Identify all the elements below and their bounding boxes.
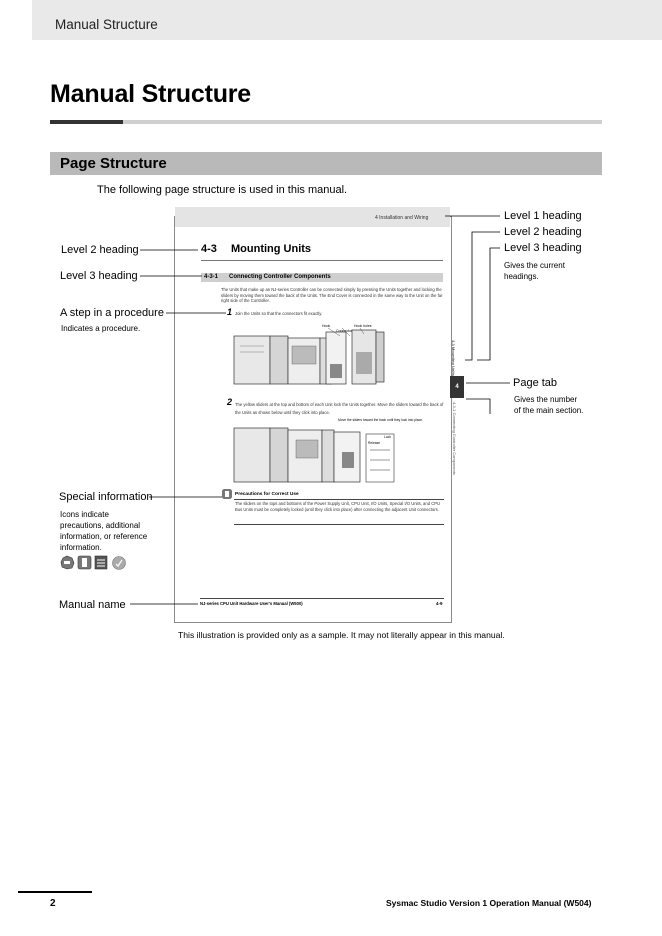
- sample-level3-number: 4-3-1: [204, 274, 219, 280]
- section-title: Page Structure: [60, 155, 167, 172]
- annotation-current-headings-desc-1: Gives the current: [504, 261, 565, 270]
- sample-precaution-rule-bottom: [234, 524, 444, 525]
- footer-rule: [18, 891, 92, 893]
- special-info-icons: [60, 555, 128, 570]
- sample-level2-rule: [201, 260, 443, 261]
- footer-page-number: 2: [50, 898, 56, 909]
- callout-connector: Connector: [336, 329, 353, 333]
- callout-hook-holes: Hook holes: [354, 324, 372, 328]
- callout-lock: Lock: [384, 435, 391, 439]
- illustration-caption: This illustration is provided only as a sample. It may not literally appear in this manual.: [178, 630, 505, 640]
- sample-step2-number: 2: [227, 397, 233, 407]
- annotation-special-info-desc-2: precautions, additional: [60, 521, 141, 530]
- footer-manual-title: Sysmac Studio Version 1 Operation Manual (W504): [386, 898, 592, 908]
- controller-illustration-1: [230, 322, 390, 388]
- header-title: Manual Structure: [55, 17, 158, 32]
- page-title: Manual Structure: [50, 80, 251, 108]
- annotation-special-info: Special information: [59, 491, 153, 503]
- sample-precaution-rule-top: [234, 499, 444, 500]
- annotation-step: A step in a procedure: [60, 307, 164, 319]
- annotation-manual-name: Manual name: [59, 599, 126, 611]
- annotation-step-desc: Indicates a procedure.: [61, 324, 141, 333]
- sample-precaution-text: The sliders on the tops and bottoms of the Power Supply Unit, CPU Unit, I/O Units, Special I/O Units, and CPU Bus Units must be completely locked (until they click into place) after connecting the adjacent Unit connectors.: [235, 501, 441, 512]
- sample-footer-page: 4-9: [436, 601, 443, 606]
- sample-step2-text: The yellow sliders at the top and bottom of each Unit lock the Units together. Move the sliders toward the back of the Units as shown below until they click into place.: [235, 402, 444, 415]
- sample-chapter-header: 4 Installation and Wiring: [375, 215, 429, 221]
- precautions-safe-use-icon: [61, 556, 74, 569]
- annotation-level2-heading-left: Level 2 heading: [61, 244, 139, 256]
- sample-footer-manual-name: NJ-series CPU Unit Hardware User's Manual (W500): [200, 601, 303, 606]
- annotation-special-info-desc-1: Icons indicate: [60, 510, 109, 519]
- controller-illustration-2: [230, 416, 424, 488]
- callout-hook: Hook: [322, 324, 331, 328]
- sample-tab-level3: 4-3-1 Connecting Controller Components: [452, 402, 457, 475]
- reference-icon: [113, 557, 126, 570]
- annotation-page-tab-desc-2: of the main section.: [514, 406, 584, 415]
- sample-page-tab: 4: [450, 376, 464, 398]
- sample-level2-title: Mounting Units: [231, 243, 312, 255]
- sample-paragraph: The Units that make up an NJ-series Controller can be connected simply by pressing the Units together and locking the sliders by moving them toward the back of the Units. The End Cover is connected in the same way to the Unit on the far right side of the Controller.: [221, 287, 443, 303]
- sample-step1-number: 1: [227, 307, 233, 317]
- annotation-page-tab: Page tab: [513, 377, 558, 389]
- callout-release: Release: [368, 441, 381, 445]
- sample-level3-title: Connecting Controller Components: [229, 274, 331, 280]
- sample-tab-level2: 4-3 Mounting Units: [451, 340, 456, 376]
- annotation-level1-heading: Level 1 heading: [504, 210, 582, 222]
- title-rule-dark: [50, 120, 123, 124]
- sample-footer-rule: [200, 598, 444, 599]
- annotation-level3-heading-right: Level 3 heading: [504, 242, 582, 254]
- precaution-icon: [222, 489, 232, 499]
- sample-precaution-title: Precautions for Correct Use: [235, 492, 299, 497]
- intro-text: The following page structure is used in this manual.: [97, 184, 348, 196]
- additional-info-icon: [95, 556, 107, 569]
- annotation-level3-heading-left: Level 3 heading: [60, 270, 138, 282]
- annotation-level2-heading-right: Level 2 heading: [504, 226, 582, 238]
- precautions-correct-use-icon: [78, 556, 91, 569]
- annotation-current-headings-desc-2: headings.: [504, 272, 539, 281]
- annotation-special-info-desc-4: information.: [60, 543, 102, 552]
- title-rule-light: [123, 120, 602, 124]
- sample-step1-text: Join the Units so that the connectors fit exactly.: [235, 311, 323, 316]
- annotation-special-info-desc-3: information, or reference: [60, 532, 148, 541]
- annotation-page-tab-desc-1: Gives the number: [514, 395, 578, 404]
- callout-move-sliders: Move the sliders toward the back until they lock into place.: [338, 418, 424, 422]
- sample-level2-number: 4-3: [201, 243, 217, 255]
